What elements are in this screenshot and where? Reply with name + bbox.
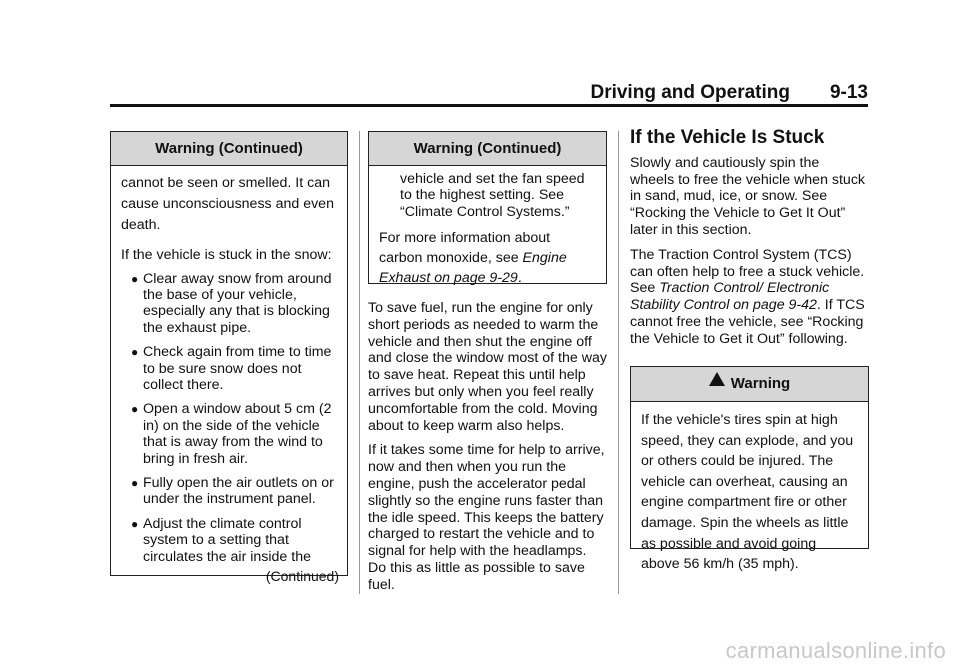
bullet-icon: ●	[131, 476, 139, 491]
right-warning-body	[631, 402, 868, 575]
list-item-text: Clear away snow from around the base of your vehicle, especially any that is blocking the exhaust pipe.	[143, 270, 332, 336]
list-item	[121, 401, 337, 467]
paragraph: If it takes some time for help to arrive, now and then when you run the engine, push the accelerator pedal slightly so the engine runs faster than the idle speed. This keeps the battery charged to restart the vehicle and to signal for help with the headlamps. Do this as little as possible to save fuel.	[368, 442, 605, 593]
list-item	[121, 516, 337, 565]
left-warning-body	[111, 166, 347, 586]
paragraph: To save fuel, run the engine for only short periods as needed to warm the vehicle and then shut the engine off and close the window most of the way to save heat. Repeat this until help arrives but only when you feel really uncomfortable from the cold. Moving about to keep warm also helps.	[368, 300, 607, 434]
para-text: For more information about carbon monoxide, see	[379, 230, 551, 267]
column-divider	[618, 131, 619, 594]
list-item	[121, 344, 337, 393]
paragraph	[630, 247, 866, 348]
mid-warning-body	[369, 166, 606, 288]
para-text: The Traction Control System (TCS) can often help to free a stuck vehicle. See	[630, 246, 865, 297]
mid-text-column	[368, 300, 608, 602]
list-item-text: Fully open the air outlets on or under the instrument panel.	[143, 475, 334, 508]
right-warning-title-bar	[631, 367, 868, 402]
header-rule	[110, 104, 868, 107]
section-heading: If the Vehicle Is Stuck	[630, 127, 825, 148]
right-column	[630, 127, 866, 356]
mid-warning-para	[379, 228, 596, 288]
bullet-icon: ●	[131, 271, 139, 286]
list-item	[121, 475, 337, 508]
left-warning-title: Warning (Continued)	[111, 132, 347, 166]
snow-steps-list	[121, 271, 337, 566]
page-header	[110, 82, 868, 106]
watermark: carmanualsonline.info	[725, 638, 946, 663]
left-warning-box	[110, 131, 348, 585]
column-divider	[359, 131, 360, 594]
mid-warning-box	[368, 131, 607, 287]
left-warning-para: If the vehicle is stuck in the snow:	[121, 247, 332, 263]
list-item	[121, 271, 337, 337]
bullet-icon: ●	[131, 402, 139, 417]
paragraph: Slowly and cautiously spin the wheels to free the vehicle when stuck in sand, mud, ice, or snow. See “Rocking the Vehicle to Get It Out” later in this section.	[630, 154, 866, 238]
list-item-text: Adjust the climate control system to a setting that circulates the air inside the	[143, 515, 311, 565]
page-number: 9-13	[829, 82, 868, 103]
list-item-text: Open a window about 5 cm (2 in) on the side of the vehicle that is away from the wind to bring in fresh air.	[143, 401, 332, 467]
para-text: .	[517, 270, 522, 287]
page-reference-link[interactable]: Engine Exhaust on page 9-29	[379, 250, 567, 287]
left-warning-para: cannot be seen or smelled. It can cause unconsciousness and even death.	[121, 175, 334, 233]
continued-note: (Continued)	[265, 568, 339, 585]
list-item-text: Check again from time to time to be sure snow does not collect there.	[143, 344, 332, 394]
page-reference-link[interactable]: Traction Control/ Electronic Stability Control on page 9-42	[630, 280, 830, 314]
right-warning-text: If the vehicle's tires spin at high speed, they can explode, and you or others could be injured. The vehicle can overheat, causing an engine compartment fire or other damage. Spin the wheels as little as possible and avoid going above 56 km/h (35 mph).	[641, 412, 854, 573]
mid-warning-title: Warning (Continued)	[369, 132, 606, 166]
mid-warning-cont: vehicle and set the fan speed to the highest setting. See “Climate Control Systems.”	[400, 171, 585, 220]
right-warning-title: Warning	[730, 375, 791, 392]
bullet-icon: ●	[131, 516, 139, 531]
para-text: . If TCS cannot free the vehicle, see “Rocking the Vehicle to Get it Out” following.	[630, 297, 865, 347]
section-title: Driving and Operating	[590, 82, 790, 103]
warning-icon	[709, 372, 725, 386]
right-warning-box	[630, 366, 869, 573]
bullet-icon: ●	[131, 345, 139, 360]
